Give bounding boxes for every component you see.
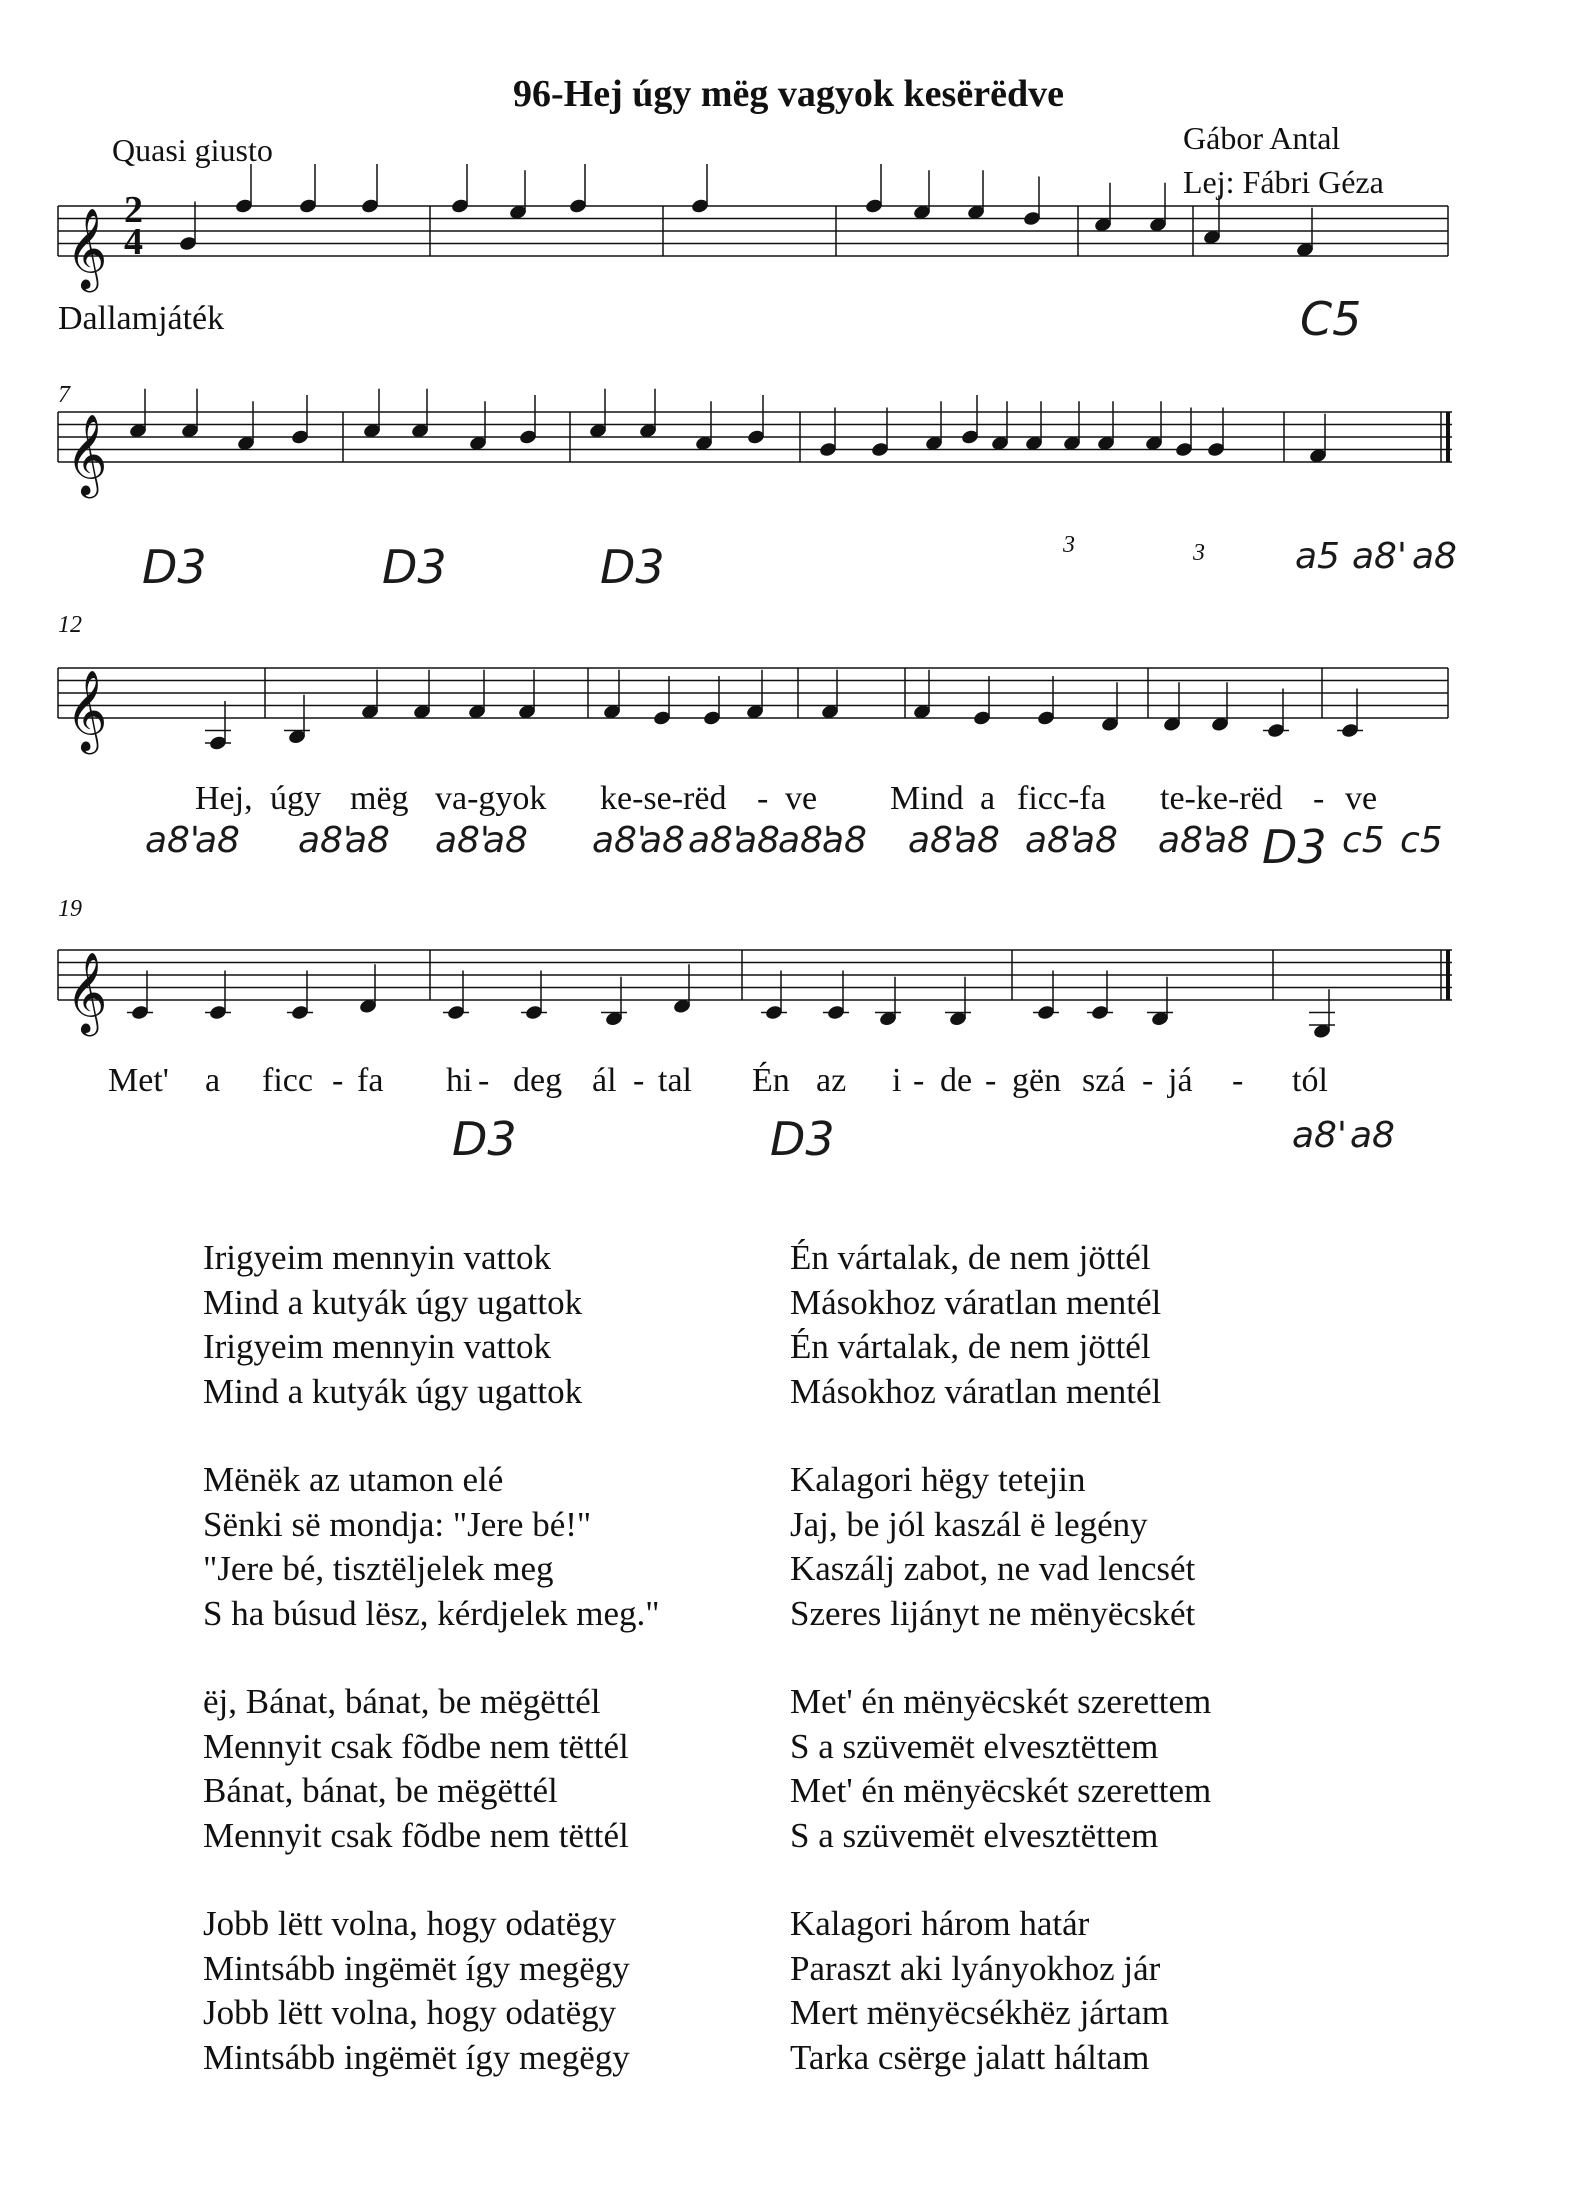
verse-line: Mintsább ingëmët így megëgy — [203, 1948, 630, 1988]
lyric-syllable: gën — [1012, 1062, 1062, 1099]
stanza — [203, 1236, 660, 1414]
lyric-syllable: fa — [357, 1062, 384, 1099]
chord-symbol: D3 — [452, 1112, 517, 1166]
verse-line: Bánat, bánat, be mëgëttél — [203, 1771, 558, 1810]
chord-symbol: a8' — [145, 820, 200, 861]
chord-symbol: a8' — [592, 820, 647, 861]
chord-symbol: a5 — [1295, 536, 1340, 577]
melody-credit: Lej: Fábri Géza — [1183, 164, 1384, 200]
verse-line: S a szüvemët elvesztëttem — [790, 1815, 1159, 1855]
chord-symbol: a8 — [345, 820, 390, 861]
lyric-syllable: ve — [785, 780, 818, 817]
verse-line: Mind a kutyák úgy ugattok — [203, 1371, 583, 1411]
chord-symbol: a8' — [298, 820, 353, 861]
chord-symbol: a8 — [1350, 1115, 1395, 1156]
verse-line: Tarka csërge jalatt háltam — [790, 2037, 1150, 2077]
stanza — [203, 1902, 660, 2080]
verse-line: S a szüvemët elvesztëttem — [790, 1726, 1159, 1766]
verse-line: Én vártalak, de nem jöttél — [790, 1327, 1151, 1366]
time-signature-bottom: 4 — [124, 221, 143, 263]
lyric-syllable: ficc-fa — [1017, 780, 1106, 817]
chord-symbol: a8 — [1073, 820, 1118, 861]
lyric-syllable: ve — [1345, 780, 1378, 817]
lyric-syllable: tal — [658, 1062, 692, 1099]
verse-line: Kalagori hëgy tetejin — [790, 1460, 1086, 1499]
chord-symbol: D3 — [382, 540, 447, 594]
verse-line: Irigyeim mennyin vattok — [203, 1327, 551, 1366]
verse-line: Met' én mënyëcskét szerettem — [790, 1771, 1212, 1810]
chord-symbol: a8' — [908, 820, 963, 861]
stanza — [790, 1680, 1211, 1858]
verse-line: Én vártalak, de nem jöttél — [790, 1238, 1151, 1277]
verse-line: Kalagori három határ — [790, 1904, 1090, 1943]
lyric-syllable: va-gyok — [435, 780, 547, 817]
lyric-syllable: Én — [752, 1062, 790, 1099]
lyric-syllable: de — [940, 1062, 973, 1099]
verse-line: Mënëk az utamon elé — [203, 1460, 504, 1499]
lyric-syllable: ke-se-rëd — [600, 780, 727, 817]
tempo-marking: Quasi giusto — [112, 132, 273, 168]
lyric-syllable: - — [478, 1062, 490, 1099]
lyric-syllable: szá — [1082, 1062, 1126, 1099]
time-signature-top: 2 — [124, 189, 143, 231]
verses-left-column — [203, 1236, 660, 2124]
lyric-syllable: te-ke-rëd — [1160, 780, 1283, 817]
lyric-syllable: mëg — [350, 780, 409, 817]
treble-clef: 𝄞 — [66, 413, 108, 495]
lyric-syllable: a — [980, 780, 996, 817]
treble-clef: 𝄞 — [66, 207, 108, 289]
verse-line: Másokhoz váratlan mentél — [790, 1282, 1162, 1322]
stanza — [203, 1680, 660, 1858]
lyric-syllable: - — [633, 1062, 645, 1099]
chord-symbol: a8 — [483, 820, 528, 861]
chord-symbol: C5 — [1300, 292, 1362, 346]
chord-symbol: a8 — [1205, 820, 1250, 861]
lyric-syllable: Hej, — [195, 780, 253, 817]
lyric-syllable: - — [913, 1062, 925, 1099]
chord-symbol: a8' — [1352, 536, 1407, 577]
verse-line: "Jere bé, tisztëljelek meg — [203, 1549, 554, 1588]
chord-symbol: a8' — [778, 820, 833, 861]
tuplet-mark: 3 — [1063, 532, 1075, 558]
lyric-syllable: - — [1142, 1062, 1154, 1099]
verse-line: ëj, Bánat, bánat, be mëgëttél — [203, 1682, 601, 1721]
chord-symbol: a8 — [735, 820, 780, 861]
verse-line: Met' én mënyëcskét szerettem — [790, 1682, 1212, 1721]
verse-line: Másokhoz váratlan mentél — [790, 1371, 1162, 1411]
lyric-syllable: já — [1168, 1062, 1193, 1099]
lyric-syllable: úgy — [270, 780, 321, 817]
chord-symbol: a8 — [822, 820, 867, 861]
chord-symbol: D3 — [1262, 820, 1327, 874]
chord-symbol: a8' — [1158, 820, 1213, 861]
measure-number-12: 12 — [58, 612, 82, 638]
lyric-syllable: Met' — [108, 1062, 169, 1099]
verse-line: Kaszálj zabot, ne vad lencsét — [790, 1549, 1196, 1588]
lyric-syllable: - — [1232, 1062, 1244, 1099]
lyric-syllable: ficc — [262, 1062, 313, 1099]
chord-symbol: a8 — [1412, 536, 1457, 577]
tuplet-mark: 3 — [1193, 540, 1205, 566]
lyric-syllable: i — [892, 1062, 902, 1099]
verse-line: Paraszt aki lyányokhoz jár — [790, 1948, 1161, 1988]
verse-line: Irigyeim mennyin vattok — [203, 1238, 551, 1277]
lyric-syllable: ál — [592, 1062, 617, 1099]
verse-line: Mennyit csak fõdbe nem tëttél — [203, 1726, 629, 1766]
measure-number-19: 19 — [58, 896, 82, 922]
lyric-syllable: - — [985, 1062, 997, 1099]
chord-symbol: a8' — [1025, 820, 1080, 861]
instrument-label: Dallamjáték — [58, 300, 225, 337]
stanza — [790, 1458, 1211, 1636]
verse-line: Mert mënyëcsékhëz jártam — [790, 1993, 1169, 2032]
stanza — [790, 1236, 1211, 1414]
chord-symbol: a8' — [1292, 1115, 1347, 1156]
verse-line: Mintsább ingëmët így megëgy — [203, 2037, 630, 2077]
lyric-syllable: Mind — [890, 780, 964, 817]
lyric-syllable: az — [816, 1062, 847, 1099]
verses-right-column — [790, 1236, 1211, 2124]
author: Gábor Antal — [1183, 120, 1341, 156]
verse-line: Mennyit csak fõdbe nem tëttél — [203, 1815, 629, 1855]
treble-clef: 𝄞 — [66, 669, 108, 751]
chord-symbol: c5 — [1400, 820, 1443, 861]
chord-symbol: c5 — [1342, 820, 1385, 861]
chord-symbol: D3 — [142, 540, 207, 594]
lyric-syllable: a — [205, 1062, 221, 1099]
verse-line: Jobb lëtt volna, hogy odatëgy — [203, 1993, 617, 2032]
lyric-syllable: deg — [513, 1062, 563, 1099]
chord-symbol: a8 — [955, 820, 1000, 861]
chord-symbol: a8 — [640, 820, 685, 861]
treble-clef: 𝄞 — [66, 951, 108, 1033]
chord-symbol: a8' — [688, 820, 743, 861]
lyric-syllable: tól — [1292, 1062, 1328, 1099]
chord-symbol: D3 — [770, 1112, 835, 1166]
stanza — [203, 1458, 660, 1636]
verse-line: S ha búsud lësz, kérdjelek meg." — [203, 1593, 660, 1633]
lyric-syllable: - — [332, 1062, 344, 1099]
lyric-syllable: - — [1313, 780, 1325, 817]
verse-line: Szeres lijányt ne mënyëcskét — [790, 1593, 1196, 1633]
lyric-syllable: hi — [446, 1062, 473, 1099]
verse-line: Jaj, be jól kaszál ë legény — [790, 1504, 1148, 1544]
verse-line: Sënki së mondja: "Jere bé!" — [203, 1504, 592, 1544]
chord-symbol: a8 — [195, 820, 240, 861]
chord-symbol: D3 — [600, 540, 665, 594]
lyric-syllable: - — [757, 780, 769, 817]
song-title: 96-Hej úgy mëg vagyok kesërëdve — [513, 73, 1064, 115]
verse-line: Mind a kutyák úgy ugattok — [203, 1282, 583, 1322]
stanza — [790, 1902, 1211, 2080]
measure-number-7: 7 — [58, 382, 70, 408]
chord-symbol: a8' — [435, 820, 490, 861]
verse-line: Jobb lëtt volna, hogy odatëgy — [203, 1904, 617, 1943]
